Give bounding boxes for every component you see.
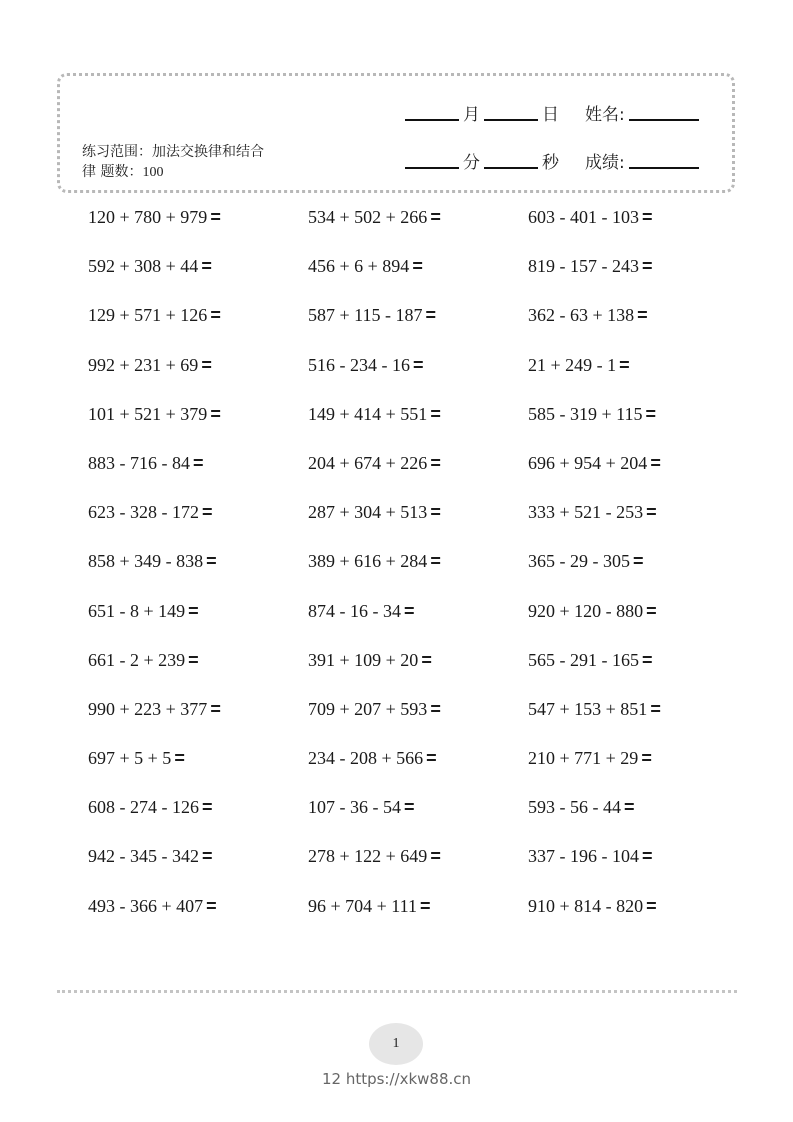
equals-sign: =	[642, 207, 653, 227]
equals-sign: =	[624, 797, 635, 818]
problem-expression: 333 + 521 - 253	[528, 502, 644, 523]
problem-expression: 365 - 29 - 305	[528, 551, 630, 572]
equals-sign: =	[650, 452, 661, 473]
equals-sign: =	[206, 895, 217, 916]
problem-row	[88, 795, 748, 844]
problem-item	[88, 254, 308, 278]
problem-item	[308, 648, 528, 672]
time-score-row	[405, 148, 699, 173]
problem-row	[88, 402, 748, 451]
problem-expression: 874 - 16 - 34	[308, 600, 401, 621]
equals-sign: =	[201, 256, 212, 277]
problem-item	[528, 549, 748, 573]
problem-expression: 942 - 345 - 342	[88, 846, 199, 867]
range-line-2-prefix: 律 题数：	[82, 164, 143, 180]
problem-row	[88, 451, 748, 500]
range-line-1: 练习范围：加法交换律和结合	[82, 144, 264, 160]
problem-expression: 120 + 780 + 979	[88, 207, 208, 227]
name-blank[interactable]	[629, 119, 699, 121]
minute-blank[interactable]	[405, 167, 459, 169]
equals-sign: =	[210, 698, 221, 719]
problem-item	[528, 500, 748, 524]
problem-row	[88, 500, 748, 549]
problem-expression: 709 + 207 + 593	[308, 698, 428, 719]
problem-item	[308, 795, 528, 819]
problem-item	[528, 303, 748, 327]
problem-expression: 565 - 291 - 165	[528, 649, 639, 670]
problem-item	[88, 746, 308, 770]
problem-item	[88, 500, 308, 524]
problem-item	[88, 402, 308, 426]
problem-expression: 204 + 674 + 226	[308, 452, 428, 473]
problem-expression: 149 + 414 + 551	[308, 403, 428, 424]
problem-item	[88, 599, 308, 623]
equals-sign: =	[430, 551, 441, 572]
problem-item	[88, 844, 308, 868]
problem-count: 100	[142, 165, 164, 180]
problem-item	[308, 402, 528, 426]
problem-item	[528, 205, 748, 229]
problem-item	[88, 795, 308, 819]
equals-sign: =	[430, 207, 441, 227]
problem-row	[88, 894, 748, 943]
equals-sign: =	[430, 846, 441, 867]
problem-row	[88, 746, 748, 795]
problem-item	[528, 599, 748, 623]
equals-sign: =	[202, 846, 213, 867]
equals-sign: =	[412, 256, 423, 277]
problem-item	[88, 648, 308, 672]
equals-sign: =	[650, 698, 661, 719]
second-blank[interactable]	[484, 167, 538, 169]
problem-row	[88, 599, 748, 648]
month-label: 月	[463, 105, 480, 125]
problem-item	[88, 205, 308, 229]
equals-sign: =	[193, 452, 204, 473]
problem-expression: 910 + 814 - 820	[528, 895, 644, 916]
problem-expression: 992 + 231 + 69	[88, 354, 199, 375]
problem-expression: 389 + 616 + 284	[308, 551, 428, 572]
problem-expression: 990 + 223 + 377	[88, 698, 208, 719]
problem-row	[88, 254, 748, 303]
problem-expression: 587 + 115 - 187	[308, 305, 423, 326]
problem-expression: 516 - 234 - 16	[308, 354, 410, 375]
worksheet-header	[57, 73, 735, 193]
equals-sign: =	[642, 846, 653, 867]
problem-row	[88, 303, 748, 352]
problem-expression: 337 - 196 - 104	[528, 846, 639, 867]
problem-expression: 819 - 157 - 243	[528, 256, 639, 277]
score-blank[interactable]	[629, 167, 699, 169]
problem-expression: 278 + 122 + 649	[308, 846, 428, 867]
equals-sign: =	[637, 305, 648, 326]
equals-sign: =	[619, 354, 630, 375]
range-line-2	[82, 162, 312, 183]
problem-item	[308, 205, 528, 229]
problem-item	[528, 648, 748, 672]
problem-expression: 210 + 771 + 29	[528, 748, 639, 769]
equals-sign: =	[646, 502, 657, 523]
problem-item	[528, 746, 748, 770]
problem-item	[308, 451, 528, 475]
score-label: 成绩:	[585, 153, 625, 173]
problem-expression: 920 + 120 - 880	[528, 600, 644, 621]
problem-expression: 608 - 274 - 126	[88, 797, 199, 818]
problem-item	[528, 697, 748, 721]
problem-expression: 651 - 8 + 149	[88, 600, 186, 621]
problem-item	[528, 844, 748, 868]
equals-sign: =	[426, 748, 437, 769]
equals-sign: =	[430, 698, 441, 719]
equals-sign: =	[201, 354, 212, 375]
equals-sign: =	[642, 649, 653, 670]
problem-item	[308, 894, 528, 918]
equals-sign: =	[646, 895, 657, 916]
equals-sign: =	[642, 256, 653, 277]
problem-item	[308, 353, 528, 377]
problem-expression: 234 - 208 + 566	[308, 748, 424, 769]
day-blank[interactable]	[484, 119, 538, 121]
problem-item	[308, 599, 528, 623]
equals-sign: =	[633, 551, 644, 572]
problem-expression: 456 + 6 + 894	[308, 256, 410, 277]
problem-expression: 362 - 63 + 138	[528, 305, 635, 326]
problem-item	[528, 795, 748, 819]
problem-expression: 696 + 954 + 204	[528, 452, 648, 473]
equals-sign: =	[210, 403, 221, 424]
equals-sign: =	[210, 305, 221, 326]
equals-sign: =	[404, 797, 415, 818]
practice-range-text	[82, 142, 312, 183]
problem-expression: 585 - 319 + 115	[528, 403, 643, 424]
equals-sign: =	[202, 502, 213, 523]
problem-item	[528, 894, 748, 918]
problem-expression: 101 + 521 + 379	[88, 403, 208, 424]
problem-expression: 107 - 36 - 54	[308, 797, 401, 818]
problem-expression: 661 - 2 + 239	[88, 649, 186, 670]
second-label: 秒	[542, 153, 559, 173]
equals-sign: =	[202, 797, 213, 818]
problem-item	[88, 303, 308, 327]
day-label: 日	[542, 105, 559, 125]
problem-expression: 129 + 571 + 126	[88, 305, 208, 326]
problem-expression: 493 - 366 + 407	[88, 895, 204, 916]
problem-item	[308, 746, 528, 770]
problem-item	[88, 549, 308, 573]
footer-url: 12 https://xkw88.cn	[321, 1070, 472, 1088]
footer-divider	[57, 990, 737, 993]
equals-sign: =	[413, 354, 424, 375]
problem-item	[88, 894, 308, 918]
name-label: 姓名:	[585, 105, 625, 125]
problem-row	[88, 648, 748, 697]
problem-row	[88, 549, 748, 598]
problem-expression: 534 + 502 + 266	[308, 207, 428, 227]
problem-item	[308, 549, 528, 573]
problem-expression: 883 - 716 - 84	[88, 452, 190, 473]
equals-sign: =	[210, 207, 221, 227]
problem-item	[528, 353, 748, 377]
problem-expression: 858 + 349 - 838	[88, 551, 204, 572]
problem-grid	[88, 205, 748, 943]
problem-expression: 593 - 56 - 44	[528, 797, 621, 818]
problem-item	[528, 451, 748, 475]
problem-expression: 623 - 328 - 172	[88, 502, 199, 523]
problem-row	[88, 697, 748, 746]
equals-sign: =	[404, 600, 415, 621]
problem-item	[308, 254, 528, 278]
month-blank[interactable]	[405, 119, 459, 121]
problem-expression: 96 + 704 + 111	[308, 895, 417, 916]
equals-sign: =	[645, 403, 656, 424]
problem-item	[308, 500, 528, 524]
problem-item	[308, 697, 528, 721]
equals-sign: =	[430, 452, 441, 473]
minute-label: 分	[463, 153, 480, 173]
equals-sign: =	[421, 649, 432, 670]
problem-row	[88, 205, 748, 254]
problem-expression: 592 + 308 + 44	[88, 256, 199, 277]
problem-item	[308, 844, 528, 868]
equals-sign: =	[430, 502, 441, 523]
problem-expression: 391 + 109 + 20	[308, 649, 419, 670]
problem-item	[308, 303, 528, 327]
problem-expression: 697 + 5 + 5	[88, 748, 172, 769]
equals-sign: =	[188, 649, 199, 670]
problem-expression: 21 + 249 - 1	[528, 354, 617, 375]
page-number-badge: 1	[369, 1023, 423, 1065]
problem-row	[88, 353, 748, 402]
problem-expression: 287 + 304 + 513	[308, 502, 428, 523]
equals-sign: =	[641, 748, 652, 769]
equals-sign: =	[174, 748, 185, 769]
problem-item	[528, 254, 748, 278]
problem-row	[88, 844, 748, 893]
equals-sign: =	[206, 551, 217, 572]
problem-item	[88, 353, 308, 377]
problem-item	[88, 451, 308, 475]
problem-item	[88, 697, 308, 721]
equals-sign: =	[188, 600, 199, 621]
equals-sign: =	[430, 403, 441, 424]
problem-item	[528, 402, 748, 426]
problem-expression: 603 - 401 - 103	[528, 207, 639, 227]
problem-expression: 547 + 153 + 851	[528, 698, 648, 719]
date-name-row	[405, 100, 699, 125]
equals-sign: =	[419, 895, 431, 916]
equals-sign: =	[425, 305, 436, 326]
equals-sign: =	[646, 600, 657, 621]
